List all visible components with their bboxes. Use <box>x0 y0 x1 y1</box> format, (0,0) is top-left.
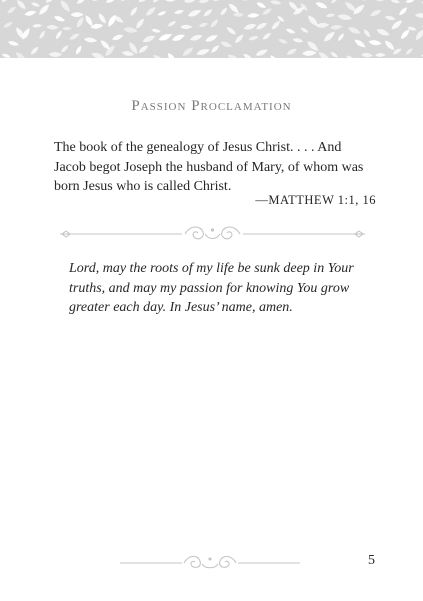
leaf-shape <box>44 0 56 4</box>
leaf-shape <box>3 20 14 29</box>
leaf-shape <box>91 51 106 58</box>
leaf-shape <box>233 13 244 17</box>
leaf-shape <box>46 25 59 30</box>
leaf-shape <box>84 37 98 44</box>
leaf-shape <box>166 52 178 58</box>
leaf-shape <box>383 39 396 52</box>
leaf-shape <box>62 27 72 31</box>
leaf-shape <box>300 26 310 34</box>
leaf-shape <box>209 18 219 29</box>
page-heading: Passion Proclamation <box>131 98 292 114</box>
leaf-shape <box>29 45 39 56</box>
leaf-shape <box>270 0 282 6</box>
leaf-shape <box>68 32 80 42</box>
leaf-shape <box>158 32 173 42</box>
leaf-shape <box>6 5 17 15</box>
leaf-shape <box>337 32 346 42</box>
leaf-shape <box>198 22 208 28</box>
leaf-shape <box>405 0 414 4</box>
leaf-shape <box>261 7 273 17</box>
leaf-shape <box>32 24 42 28</box>
leaf-shape <box>219 40 232 49</box>
leaf-shape <box>75 16 85 29</box>
leaf-shape <box>415 13 423 18</box>
leaf-shape <box>24 10 37 17</box>
leaf-shape <box>74 45 82 56</box>
leaf-shape <box>31 1 41 7</box>
leaf-shape <box>255 21 268 31</box>
leaf-shape <box>247 13 260 19</box>
leaf-shape <box>375 0 390 3</box>
leaf-shape <box>286 47 298 56</box>
leaf-shape <box>219 7 228 17</box>
leaf-shape <box>375 27 390 37</box>
leaf-shape <box>181 45 195 57</box>
leaf-shape <box>270 19 281 31</box>
leaf-shape <box>111 33 124 41</box>
leaf-shape <box>129 6 139 17</box>
leaf-shape <box>198 0 209 4</box>
header-leaf-band <box>0 0 423 58</box>
leaf-shape <box>242 52 254 58</box>
leaf-shape <box>227 53 241 58</box>
leaf-shape <box>54 29 63 40</box>
leaf-shape <box>142 34 157 44</box>
leaf-shape <box>285 27 296 34</box>
leaf-shape <box>37 3 51 17</box>
leaf-shape <box>167 20 177 28</box>
leaf-shape <box>316 22 330 28</box>
leaf-shape <box>152 53 165 58</box>
leaf-shape <box>375 53 385 57</box>
leaf-shape <box>202 8 213 18</box>
scripture-verse: The book of the genealogy of Jesus Christ. . . . And Jacob begot Joseph the husband of Mary, of whom was born Jesus who is called Christ. <box>54 140 364 194</box>
leaf-shape <box>256 1 267 9</box>
leaf-pattern-icon <box>0 0 423 58</box>
leaf-shape <box>278 38 289 45</box>
leaf-shape <box>76 0 88 5</box>
leaf-shape <box>330 0 339 5</box>
leaf-shape <box>243 22 257 31</box>
leaf-shape <box>210 44 221 54</box>
leaf-shape <box>97 12 108 25</box>
leaf-shape <box>171 33 186 43</box>
leaf-shape <box>91 0 106 3</box>
leaf-shape <box>165 0 179 3</box>
leaf-shape <box>7 40 19 47</box>
leaf-shape <box>119 0 132 3</box>
leaf-shape <box>337 13 353 21</box>
leaf-shape <box>369 8 382 18</box>
leaf-shape <box>362 28 371 38</box>
leaf-shape <box>241 0 253 2</box>
leaf-shape <box>384 15 396 21</box>
leaf-shape <box>234 33 245 44</box>
leaf-shape <box>325 13 335 18</box>
leaf-shape <box>152 0 162 4</box>
leaf-shape <box>174 9 185 15</box>
leaf-shape <box>184 0 196 3</box>
leaf-shape <box>361 52 373 57</box>
scroll-ornament-icon <box>60 222 365 246</box>
leaf-shape <box>49 52 63 57</box>
scripture-reference: —MATTHEW 1:1, 16 <box>255 193 376 207</box>
leaf-shape <box>14 51 27 58</box>
leaf-shape <box>292 37 304 43</box>
leaf-shape <box>1 0 11 4</box>
leaf-shape <box>105 0 116 4</box>
leaf-shape <box>255 48 269 58</box>
leaf-shape <box>390 18 404 31</box>
page-number: 5 <box>368 553 375 568</box>
leaf-shape <box>106 13 118 28</box>
leaf-shape <box>189 33 203 42</box>
leaf-shape <box>315 1 329 11</box>
leaf-shape <box>59 0 72 14</box>
leaf-shape <box>345 54 355 58</box>
leaf-shape <box>302 50 317 56</box>
leaf-shape <box>70 12 83 17</box>
prayer-text: Lord, may the roots of my life be sunk deep in Your truths, and may my passion for knowing You grow greater each day. In Jesus’ name, amen. <box>69 261 354 315</box>
leaf-shape <box>330 51 339 58</box>
leaf-shape <box>317 50 332 58</box>
leaf-shape <box>137 44 149 55</box>
leaf-shape <box>15 0 27 11</box>
leaf-shape <box>248 35 259 42</box>
leaf-shape <box>330 24 343 30</box>
leaf-shape <box>261 31 272 41</box>
leaf-shape <box>399 28 411 41</box>
leaf-shape <box>187 8 202 19</box>
leaf-shape <box>157 10 167 17</box>
leaf-shape <box>204 33 219 43</box>
leaf-shape <box>322 30 336 44</box>
leaf-shape <box>353 38 367 50</box>
leaf-shape <box>212 0 226 3</box>
leaf-shape <box>180 25 192 30</box>
leaf-shape <box>1 52 11 58</box>
leaf-shape <box>123 26 138 33</box>
leaf-shape <box>151 28 161 33</box>
leaf-shape <box>137 0 150 4</box>
leaf-shape <box>60 44 70 54</box>
leaf-shape <box>134 17 145 30</box>
leaf-shape <box>53 15 65 23</box>
leaf-shape <box>225 26 237 37</box>
leaf-shape <box>368 39 382 46</box>
leaf-shape <box>398 6 409 17</box>
leaf-shape <box>196 47 211 57</box>
leaf-shape <box>144 5 157 17</box>
leaf-shape <box>347 25 361 35</box>
leaf-shape <box>269 54 279 58</box>
leaf-shape <box>361 0 374 2</box>
leaf-shape <box>405 47 414 56</box>
leaf-shape <box>38 29 46 39</box>
leaf-shape <box>390 0 400 4</box>
flourish-ornament-icon <box>120 550 300 576</box>
